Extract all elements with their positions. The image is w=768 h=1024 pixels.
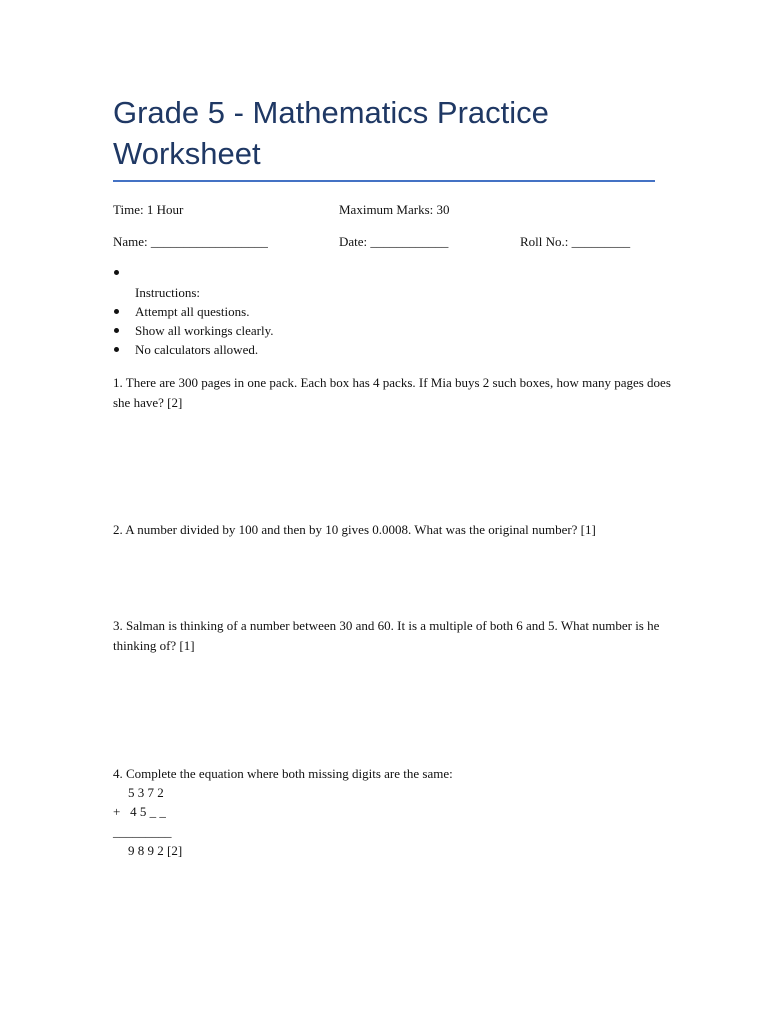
max-marks-label: Maximum Marks: 30 [339,202,450,217]
instruction-item: Show all workings clearly. [135,323,274,338]
q4-sum-rule: _________ [113,824,172,839]
worksheet-title: Grade 5 - Mathematics Practice Worksheet [113,95,549,171]
question-3: 3. Salman is thinking of a number between 30 and 60. It is a multiple of both 6 and 5. What number is he thinking of? [1] [113,618,660,653]
instructions-heading: Instructions: [135,285,200,300]
question-1: 1. There are 300 pages in one pack. Each box has 4 packs. If Mia buys 2 such boxes, how many pages does she have? [2] [113,375,671,410]
instruction-item: Attempt all questions. [135,304,250,319]
bullet-icon [114,270,119,275]
q4-addend-2: + 4 5 _ _ [113,804,166,819]
date-field: Date: ____________ [339,234,449,249]
q4-sum: 9 8 9 2 [2] [128,843,183,858]
bullet-icon [114,328,119,333]
bullet-icon [114,347,119,352]
title-underline [113,180,655,182]
instruction-item: No calculators allowed. [135,342,259,357]
q4-addend-1: 5 3 7 2 [128,785,164,800]
bullet-icon [114,309,119,314]
name-field: Name: __________________ [113,234,268,249]
time-label: Time: 1 Hour [113,202,184,217]
roll-number-field: Roll No.: _________ [520,234,631,249]
question-2: 2. A number divided by 100 and then by 10 gives 0.0008. What was the original number? [1] [113,522,596,537]
question-4: 4. Complete the equation where both missing digits are the same: [113,766,453,781]
